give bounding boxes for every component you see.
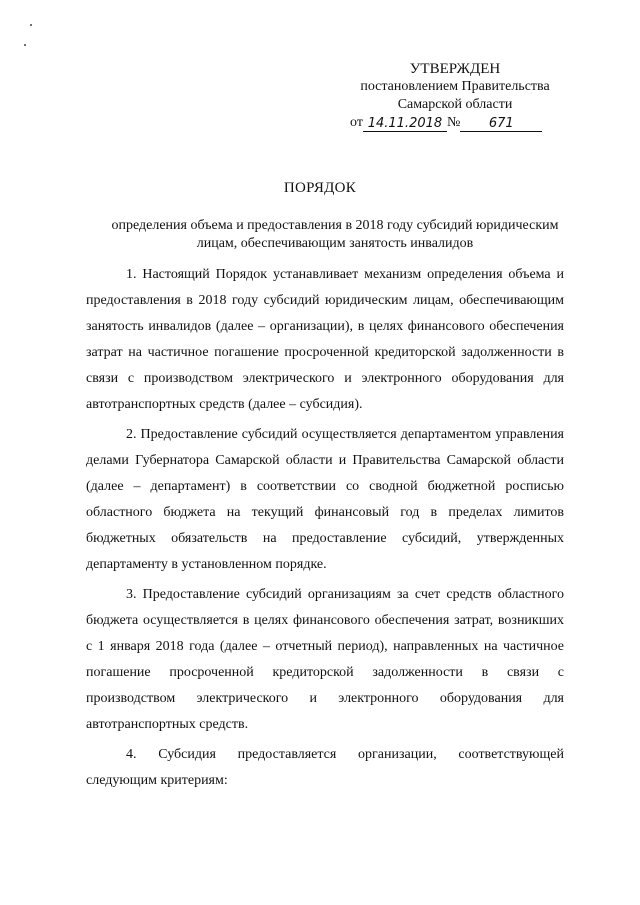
document-title: ПОРЯДОК bbox=[283, 180, 357, 196]
approval-heading: УТВЕРЖДЕН bbox=[409, 61, 501, 77]
approval-issuer-line: постановлением Правительства bbox=[360, 79, 550, 94]
document-subtitle: определения объема и предоставления в 2018 году субсидий юридическим лицам, обеспечивающим занятость инвалидов bbox=[111, 218, 559, 251]
scan-speck bbox=[24, 44, 26, 46]
approval-date-line bbox=[350, 114, 560, 132]
date-prefix: от bbox=[350, 115, 363, 130]
approval-stamp bbox=[350, 60, 560, 132]
approval-region-line: Самарской области bbox=[397, 97, 513, 112]
paragraph-1: 1. Настоящий Порядок устанавливает механизм определения объема и предоставления в 2018 году субсидий юридическим лицам, обеспечивающим занятость инвалидов (далее – организации), в целях финансового обеспечения затрат на частичное погашение просроченной кредиторской задолженности в связи с производством электрического и электронного оборудования для автотранспортных средств (далее – субсидия). bbox=[86, 267, 564, 412]
number-sign: № bbox=[446, 115, 461, 130]
document-body bbox=[86, 262, 564, 798]
paragraph-2: 2. Предоставление субсидий осуществляется департаментом управления делами Губернатора Самарской области и Правительства Самарской области (далее – департамент) в соответствии со сводной бюджетной росписью областного бюджета на текущий финансовый год в пределах лимитов бюджетных обязательств на предоставление субсидий, утвержденных департаменту в установленном порядке. bbox=[86, 427, 564, 572]
paragraph-3: 3. Предоставление субсидий организациям за счет средств областного бюджета осуществляется в целях финансового обеспечения затрат, возникших с 1 января 2018 года (далее – отчетный период), направленных на частичное погашение просроченной кредиторской задолженности в связи с производством электрического и электронного оборудования для автотранспортных средств. bbox=[86, 587, 564, 732]
handwritten-number: 671 bbox=[460, 116, 542, 132]
paragraph-4: 4. Субсидия предоставляется организации, соответствующей следующим критериям: bbox=[86, 747, 564, 788]
scan-speck bbox=[30, 24, 32, 26]
handwritten-date: 14.11.2018 bbox=[363, 116, 447, 132]
